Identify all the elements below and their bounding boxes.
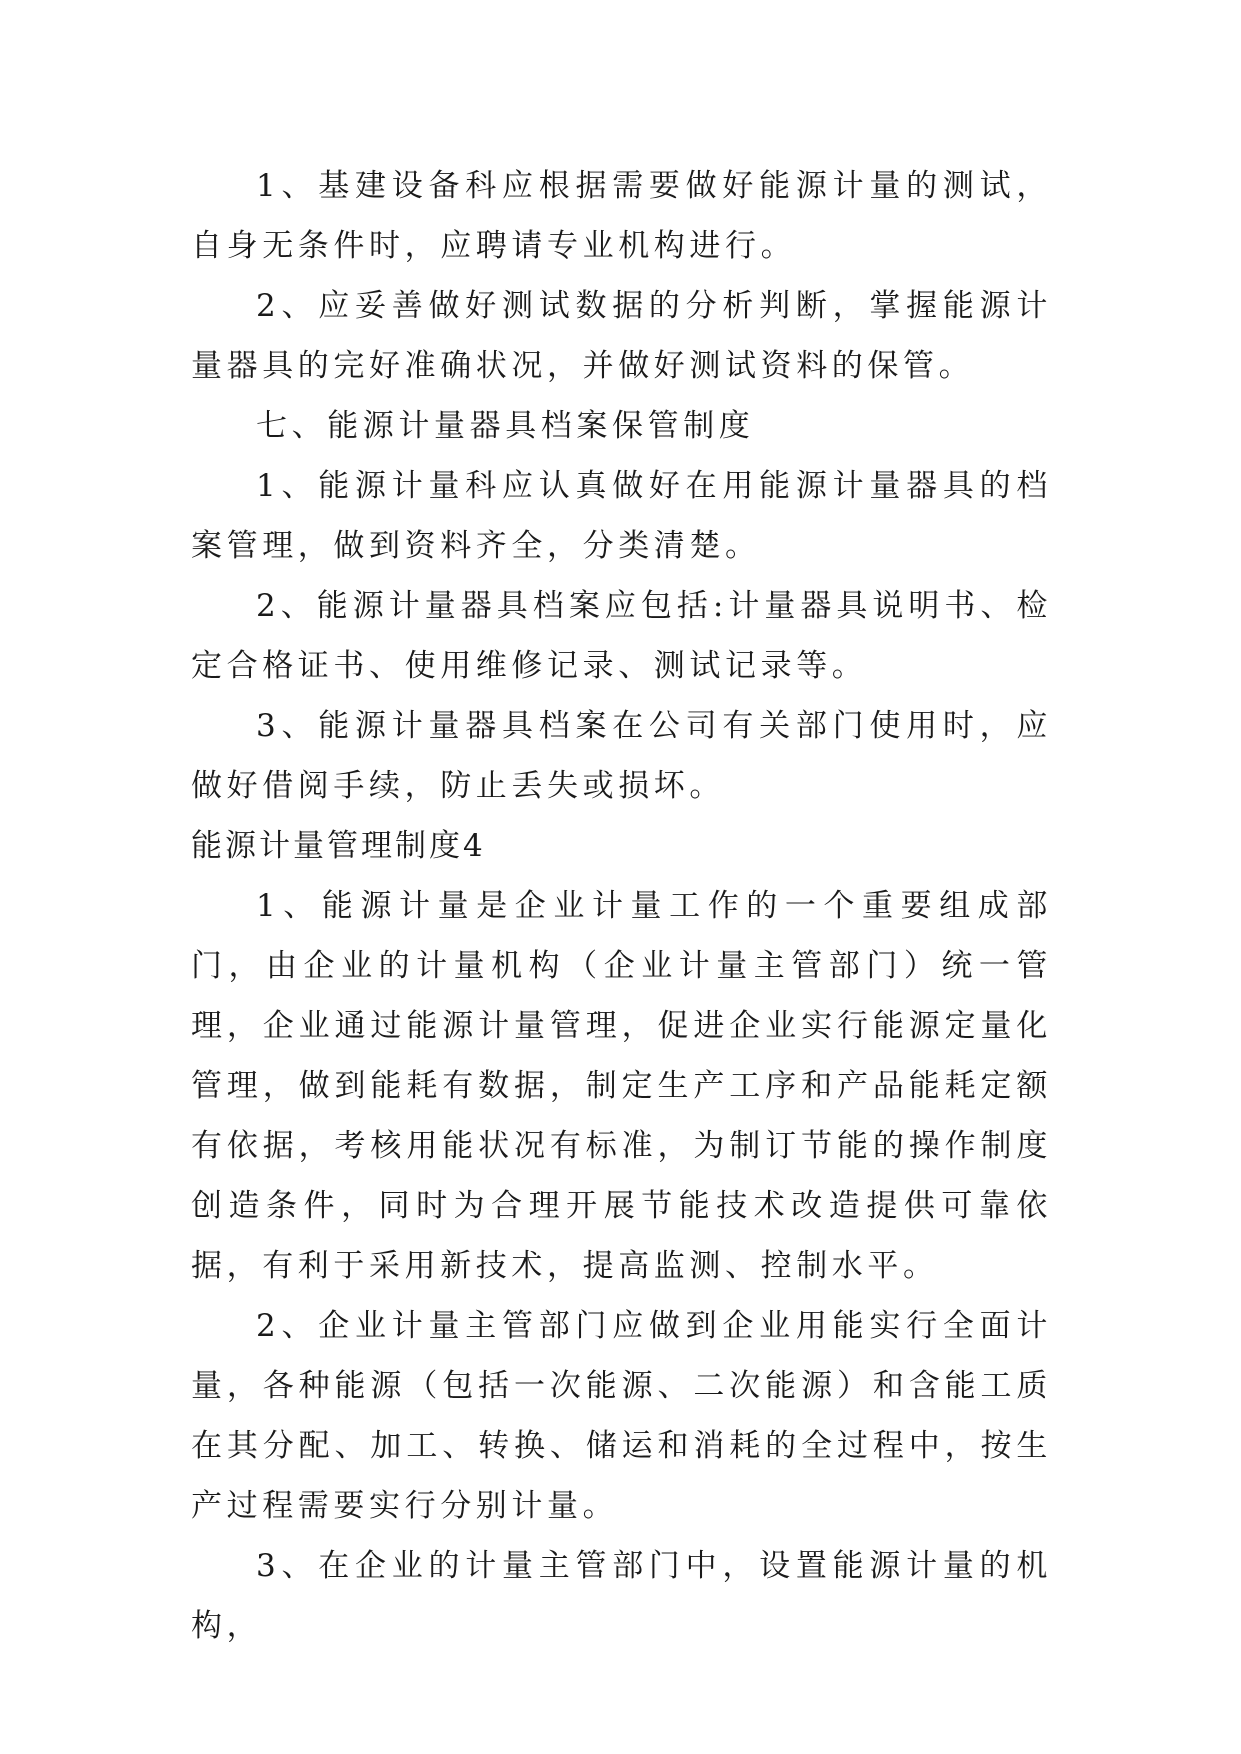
section-heading-archive-system: 七、能源计量器具档案保管制度 <box>256 408 755 444</box>
paragraph-energy-metering-overview: 1、能源计量是企业计量工作的一个重要组成部门，由企业的计量机构（企业计量主管部门）统一管理，企业通过能源计量管理，促进企业实行能源定量化管理，做到能耗有数据，制定生产工序和产品能耗定额有依据，考核用能状况有标准，为制订节能的操作制度创造条件，同时为合理开展节能技术改造提供可靠依据，有利于采用新技术，提高监测、控制水平。 <box>191 888 1052 1284</box>
paragraph-archive-contents: 2、能源计量器具档案应包括:计量器具说明书、检定合格证书、使用维修记录、测试记录等。 <box>191 588 1052 684</box>
paragraph-archive-management: 1、能源计量科应认真做好在用能源计量器具的档案管理，做到资料齐全，分类清楚。 <box>191 468 1052 564</box>
paragraph-full-metering: 2、企业计量主管部门应做到企业用能实行全面计量，各种能源（包括一次能源、二次能源）和含能工质在其分配、加工、转换、储运和消耗的全过程中，按生产过程需要实行分别计量。 <box>191 1308 1052 1524</box>
document-section-title: 能源计量管理制度4 <box>191 828 486 864</box>
paragraph-testing-responsibility: 1、基建设备科应根据需要做好能源计量的测试，自身无条件时，应聘请专业机构进行。 <box>191 168 1052 264</box>
paragraph-data-analysis: 2、应妥善做好测试数据的分析判断，掌握能源计量器具的完好准确状况，并做好测试资料的保管。 <box>191 288 1052 384</box>
paragraph-archive-borrowing: 3、能源计量器具档案在公司有关部门使用时，应做好借阅手续，防止丢失或损坏。 <box>191 708 1052 804</box>
paragraph-metering-organization: 3、在企业的计量主管部门中，设置能源计量的机构， <box>191 1548 1052 1644</box>
document-page <box>191 156 1052 1656</box>
